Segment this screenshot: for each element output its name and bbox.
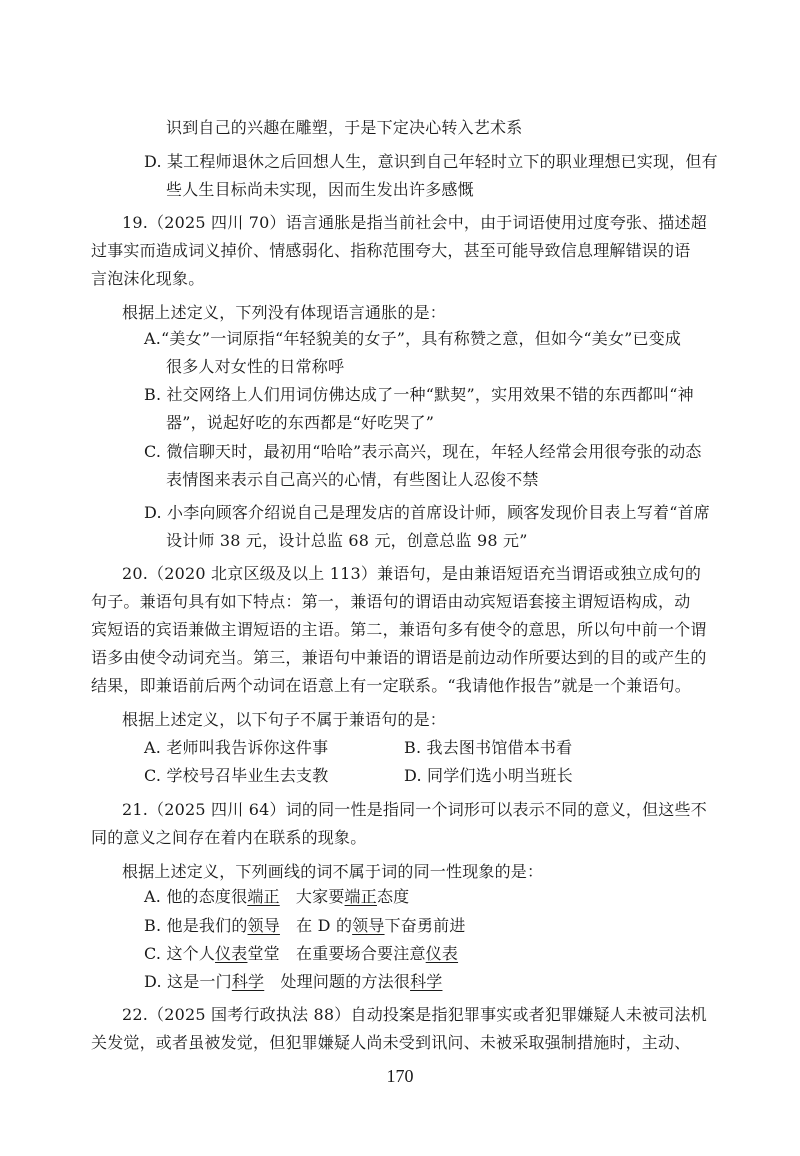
underlined-word: 领导 (247, 916, 280, 935)
text-line: 宾短语的宾语兼做主谓短语的主语。第二，兼语句多有使令的意思，所以句中前一个谓 (91, 620, 707, 639)
option-text: A. 他的态度很 (144, 887, 248, 906)
option-text: 大家要 (279, 887, 345, 906)
underlined-word: 科学 (231, 972, 265, 991)
text-line: 同的意义之间存在着内在联系的现象。 (91, 828, 367, 847)
text-line: 设计师 38 元，设计总监 68 元，创意总监 98 元” (166, 531, 528, 550)
text-line: 结果，即兼语前后两个动词在语意上有一定联系。“我请他作报告”就是一个兼语句。 (91, 676, 691, 695)
option-text: 下奋勇前进 (384, 916, 466, 935)
text-line: 些人生目标尚未实现，因而生发出许多感慨 (166, 180, 474, 199)
question-19-stem: 19.（2025 四川 70）语言通胀是指当前社会中，由于词语使用过度夸张、描述超 (122, 213, 707, 232)
text-line: 很多人对女性的日常称呼 (166, 357, 345, 376)
option-b: B. 我去图书馆借本书看 (404, 738, 573, 757)
option-text: C. 这个人 (144, 944, 216, 963)
text-line: 语多由使令动词充当。第三，兼语句中兼语的谓语是前边动作所要达到的目的或产生的 (91, 648, 707, 667)
question-20-stem: 20.（2020 北京区级及以上 113）兼语句，是由兼语短语充当谓语或独立成句的 (122, 564, 702, 583)
text-line: 识到自己的兴趣在雕塑，于是下定决心转入艺术系 (166, 118, 523, 137)
option-text: B. 他是我们的 (144, 916, 248, 935)
option-a: A.“美女”一词原指“年轻貌美的女子”，具有称赞之意，但如今“美女”已变成 (144, 329, 682, 348)
option-text: D. 这是一门 (144, 972, 232, 991)
underlined-word: 仪表 (425, 944, 459, 963)
question-20-prompt: 根据上述定义，以下句子不属于兼语句的是： (122, 710, 447, 729)
underlined-word: 科学 (410, 972, 443, 991)
option-d (144, 972, 442, 992)
option-d: D. 某工程师退休之后回想人生，意识到自己年轻时立下的职业理想已实现，但有 (144, 152, 718, 171)
option-b (144, 916, 466, 936)
page-number: 170 (386, 1066, 414, 1086)
question-21-stem: 21.（2025 四川 64）词的同一性是指同一个词形可以表示不同的意义，但这些不 (122, 800, 707, 819)
option-d: D. 小李向顾客介绍说自己是理发店的首席设计师，顾客发现价目表上写着“首席 (144, 503, 711, 522)
option-c: C. 微信聊天时，最初用“哈哈”表示高兴，现在，年轻人经常会用很夸张的动态 (144, 442, 702, 461)
underlined-word: 仪表 (215, 944, 248, 963)
question-19-prompt: 根据上述定义，下列没有体现语言通胀的是： (122, 303, 447, 322)
question-21-prompt: 根据上述定义，下列画线的词不属于词的同一性现象的是： (122, 862, 544, 881)
text-line: 过事实而造成词义掉价、情感弱化、指称范围夸大，甚至可能导致信息理解错误的语 (91, 241, 691, 260)
option-c: C. 学校号召毕业生去支教 (144, 766, 329, 785)
text-line: 表情图来表示自己高兴的心情，有些图让人忍俊不禁 (166, 470, 539, 489)
option-a (144, 887, 409, 907)
option-text: 在 D 的 (279, 916, 353, 935)
underlined-word: 端正 (247, 887, 280, 906)
option-text: 处理问题的方法很 (264, 972, 411, 991)
option-a: A. 老师叫我告诉你这件事 (144, 738, 329, 757)
underlined-word: 端正 (344, 887, 377, 906)
option-d: D. 同学们选小明当班长 (404, 766, 573, 785)
option-c (144, 944, 458, 964)
question-22-stem: 22.（2025 国考行政执法 88）自动投案是指犯罪事实或者犯罪嫌疑人未被司法机 (122, 1005, 707, 1024)
option-text: 态度 (376, 887, 410, 906)
text-line: 关发觉，或者虽被发觉，但犯罪嫌疑人尚未受到讯问、未被采取强制措施时，主动、 (91, 1033, 691, 1052)
option-text: 堂堂 在重要场合要注意 (247, 944, 426, 963)
underlined-word: 领导 (352, 916, 385, 935)
option-b: B. 社交网络上人们用词仿佛达成了一种“默契”，实用效果不错的东西都叫“神 (144, 385, 694, 404)
text-line: 句子。兼语句具有如下特点：第一，兼语句的谓语由动宾短语套接主谓短语构成，动 (91, 592, 691, 611)
text-line: 器”，说起好吃的东西都是“好吃哭了” (166, 413, 435, 432)
text-line: 言泡沫化现象。 (91, 269, 205, 288)
